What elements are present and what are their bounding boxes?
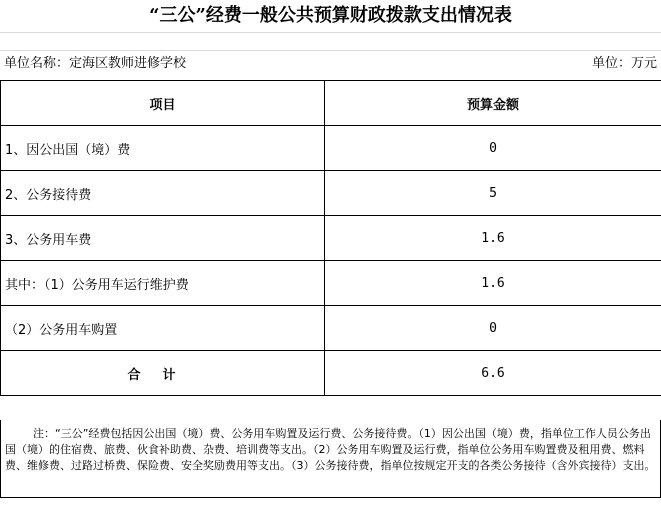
row-amount-value: 1.6 [325,216,661,261]
table-row [1,171,661,216]
table-row [1,261,661,306]
row-item-label: 2、公务接待费 [1,171,325,216]
table-row [1,216,661,261]
row-amount-value: 1.6 [325,261,661,306]
row-item-label: 3、公务用车费 [1,216,325,261]
table-header-row [1,81,661,126]
row-amount-value: 0 [325,306,661,351]
page-title: “三公”经费一般公共预算财政拨款支出情况表 [149,5,512,26]
row-amount-value: 5 [325,171,661,216]
unit-info-row [0,51,661,77]
table-row [1,306,661,351]
row-item-label: 1、因公出国（境）费 [1,126,325,171]
row-amount-value: 0 [325,126,661,171]
currency-unit: 单位：万元 [591,56,657,71]
organization-name: 单位名称：定海区教师进修学校 [4,56,187,71]
column-header-item: 项目 [1,81,325,126]
total-label: 合计 [1,351,325,396]
budget-table [0,80,661,396]
column-header-amount: 预算金额 [325,81,661,126]
row-item-label: （2）公务用车购置 [1,306,325,351]
gridline [0,32,661,33]
table-row [1,126,661,171]
total-row [1,351,661,396]
row-item-label: 其中：（1）公务用车运行维护费 [1,261,325,306]
footnote: 注：“三公”经费包括因公出国（境）费、公务用车购置及运行费、公务接待费。（1）因公出国（境）费，指单位工作人员公务出国（境）的住宿费、旅费、伙食补助费、杂费、培训费等支出。（2）公务用车购置及运行费，指单位公务用车购置费及租用费、燃料费、维修费、过路过桥费、保险费、安全奖励费用等支出。（3）公务接待费，指单位按规定开支的各类公务接待（含外宾接待）支出。 [0,420,661,498]
total-amount-value: 6.6 [325,351,661,396]
